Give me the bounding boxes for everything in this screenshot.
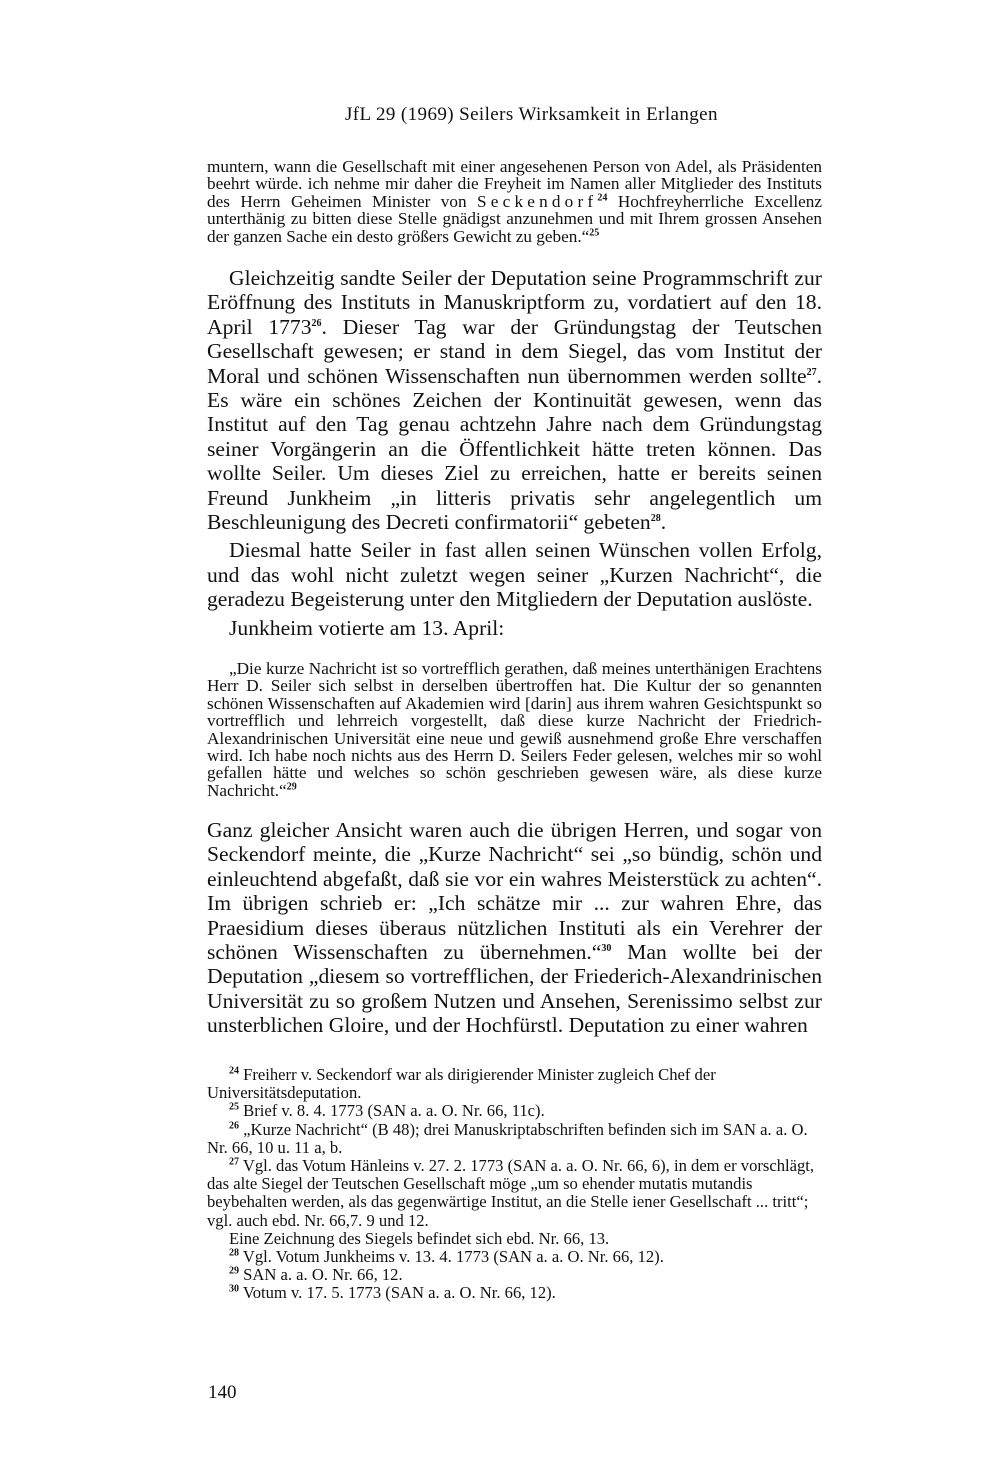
footnote-ref-25: 25 bbox=[589, 226, 600, 238]
footnote-28: $^{28}$ Vgl. Votum Junkheims v. 13. 4. 1773 (SAN a. a. O. Nr. 66, 12). bbox=[229, 1247, 664, 1267]
footnote-ref-28: 28 bbox=[650, 512, 661, 524]
footnote-27-continued: Eine Zeichnung des Siegels befindet sich ebd. Nr. 66, 13. bbox=[229, 1228, 610, 1248]
footnote-ref-29: 29 bbox=[286, 781, 297, 793]
footnote-ref-27: 27 bbox=[806, 366, 817, 378]
footnote-29: $^{29}$ SAN a. a. O. Nr. 66, 12. bbox=[229, 1265, 403, 1285]
running-header: JfL 29 (1969) Seilers Wirksamkeit in Erlangen bbox=[345, 104, 718, 125]
footnote-ref-24: 24 bbox=[597, 192, 608, 204]
body-section-2 bbox=[207, 818, 822, 1042]
footnote-25: $^{25}$ Brief v. 8. 4. 1773 (SAN a. a. O. Nr. 66, 11c). bbox=[229, 1101, 545, 1121]
top-quote bbox=[207, 158, 822, 245]
paragraph-erfolg: Diesmal hatte Seiler in fast allen seinen Wünschen vollen Erfolg, und das wohl nicht zuletzt wegen seiner „Kurzen Nachricht“, die geradezu Begeisterung unter den Mitgliedern der Deputation auslöste. bbox=[207, 538, 822, 612]
paragraph-seckendorf: Ganz gleicher Ansicht waren auch die übrigen Herren, und sogar von Seckendorf meinte, die „Kurze Nachricht“ sei „so bündig, schön und einleuchtend abgefaßt, daß sie vor ein wahres Meisterstück zu achten“. Im übrigen schrieb er: „Ich schätze mir ... zur wahren Ehre, das Praesidium dieses überaus nützlichen Instituti als ein Verehrer der schönen Wissenschaften zu übernehmen.“$^{30}$ Man wollte bei der Deputation „diesem so vortrefflichen, der Friederich-Alexandrinischen Universität zu so großem Nutzen und Ansehen, Serenissimo selbst zur unsterblichen Gloire, und der Hochfürstl. Deputation zu einer wahren bbox=[207, 818, 822, 1038]
junkheim-quote-text: „Die kurze Nachricht ist so vortrefflich gerathen, daß meines unterthänigen Erachtens Herr D. Seiler sich selbst in derselben übertroffen hat. Die Kultur der so genannten schönen Wissenschaften auf Akademien wird [darin] aus ihrem wahren Gesichtspunkt so vortrefflich und lehrreich vorgestellt, daß diese kurze Nachricht der Friedrich-Alexandrinischen Universität eine neue und gewiß ausnehmend große Ehre verschaffen wird. Ich habe noch nichts aus des Herrn D. Seilers Feder gelesen, welches mir so wohl gefallen hätte und welches so schön geschrieben gewesen wäre, als diese kurze Nachricht.“ bbox=[207, 659, 822, 800]
footnote-30: $^{30}$ Votum v. 17. 5. 1773 (SAN a. a. O. Nr. 66, 12). bbox=[229, 1283, 556, 1303]
paragraph-programmschrift: Gleichzeitig sandte Seiler der Deputation seine Programmschrift zur Eröffnung des Instituts in Manuskriptform zu, vordatiert auf den 18. April 1773$^{26}$. Dieser Tag war der Gründungstag der Teutschen Gesellschaft gewesen; er stand in dem Siegel, das vom Institut der Moral und schönen Wissenschaften nun übernommen werden sollte$^{27}$. Es wäre ein schönes Zeichen der Kontinuität gewesen, wenn das Institut auf den Tag genau achtzehn Jahre nach dem Gründungstag seiner Vorgängerin an die Öffentlichkeit hätte treten können. Das wollte Seiler. Um dieses Ziel zu erreichen, hatte er bereits seinen Freund Junkheim „in litteris privatis sehr angelegentlich um Beschleunigung des Decreti confirmatorii“ gebeten$^{28}$. bbox=[207, 266, 822, 535]
top-quote-text-2: Hochfreyherrliche Excellenz unterthänig zu bitten diese Stelle gnädigst anzunehmen und mit Ihrem grossen Ansehen der ganzen Sache ein desto größers Gewicht zu geben.“ bbox=[207, 191, 823, 246]
top-quote-name: Seckendorf bbox=[477, 191, 598, 211]
paragraph-junkheim-intro: Junkheim votierte am 13. April: bbox=[229, 615, 505, 640]
page-number: 140 bbox=[208, 1382, 237, 1403]
top-quote-text-1: muntern, wann die Gesellschaft mit einer angesehenen Person von Adel, als Präsidenten beehrt würde. ich nehme mir daher die Freyheit im Namen aller Mitglieder des Instituts des Herrn Geheimen Minister von bbox=[207, 157, 822, 211]
body-section-1 bbox=[207, 266, 822, 644]
footnotes bbox=[207, 1066, 822, 1303]
footnote-ref-30: 30 bbox=[601, 942, 612, 954]
footnote-27: $^{27}$ Vgl. das Votum Hänleins v. 27. 2. 1773 (SAN a. a. O. Nr. 66, 6), in dem er vorschlägt, das alte Siegel der Teutschen Gesellschaft möge „um so ehender mutatis mutandis beybehalten werden, als das gegenwärtige Institut, an die Stelle iener Gesellschaft ... tritt“; vgl. auch ebd. Nr. 66,7. 9 und 12. bbox=[207, 1156, 815, 1230]
junkheim-quote bbox=[207, 660, 822, 799]
footnote-26: $^{26}$ „Kurze Nachricht“ (B 48); drei Manuskriptabschriften befinden sich im SAN a. a. O. Nr. 66, 10 u. 11 a, b. bbox=[207, 1119, 808, 1157]
footnote-ref-26: 26 bbox=[311, 317, 322, 329]
footnote-24: $^{24}$ Freiherr v. Seckendorf war als dirigierender Minister zugleich Chef der Universitätsdeputation. bbox=[207, 1065, 716, 1103]
